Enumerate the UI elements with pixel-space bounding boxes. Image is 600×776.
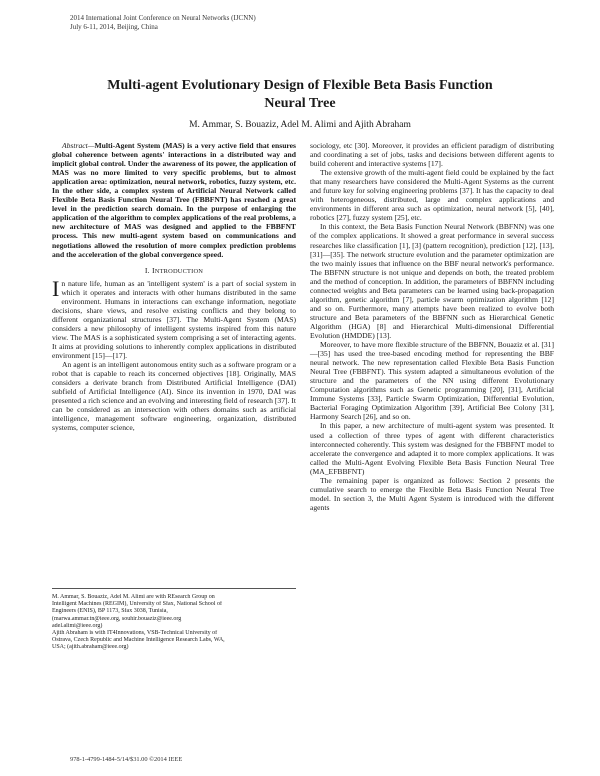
footnote-line: Ajith Abraham is with IT4Innovations, VSB-Technical University of (52, 630, 218, 637)
abstract-text: Multi-Agent System (MAS) is a very active field that ensures global coherence between agents' interactions in a distributed way and implicit global control. Under the awareness of its power, the application of MAS was no more limited to very specific problems, but to almost application area: optimization, neural network, robotics, fuzzy system, etc. In the other side, a complex system of Artificial Neural Network called Flexible Beta Basis Function Neural Tree (FBBFNT) has reached a great level in the prediction search domain. In the purpose of enlarging the application of the algorithm to complex applications of the real problems, a new architecture of MAS was designed and applied to the FBBFNT process. This new multi-agent system based on communications and negotiations allowed the resolution of more complex prediction problems and the acceleration of the global convergence speed. (52, 141, 296, 259)
conference-header (70, 14, 256, 32)
right-paragraph-1: The extensive growth of the multi-agent field could be explained by the fact that many researchers have considered the Multi-Agent Systems as the current and future key for solving engineering problems [37]. It has the capacity to deal with heterogeneous, distributed, large and complex applications and environments in different area such as optimization, neural network [5], [40], robotics [27], fuzzy system [25], etc. (310, 168, 554, 223)
conference-name: 2014 International Joint Conference on Neural Networks (IJCNN) (70, 14, 256, 22)
right-paragraph-4: In this paper, a new architecture of multi-agent system was presented. It used a collection of three types of agent with different characteristics interconnected coherently. This system was designed for the FBBFNT model to accelerate the convergence and adapted it to more complex applications. It was called the Multi-Agent Evolving Flexible Beta Basis Function Neural Tree (MA_EFBBFNT) (310, 421, 554, 476)
title-line-1: Multi-agent Evolutionary Design of Flexible Beta Basis Function (107, 78, 493, 93)
intro-text-1: n nature life, human as an 'intelligent system' is a part of social system in which it operates and interacts with other humans distributed in the same environment. Humans in interactions can exchange information, negotiate decisions, share views, and resolve existing conflicts and they belong to different organizational structures [37]. The Multi-Agent System (MAS) considers a new philosophy of intelligent systems inspired from this nature view. The MAS is a sophisticated system comprising a set of interacting agents. It aims at providing solutions to inherently complex applications in distributed environment [15]—[17]. (52, 278, 296, 361)
right-paragraph-5: The remaining paper is organized as follows: Section 2 presents the cumulative search to emerge the Flexible Beta Basis Function Neural Tree model. In section 3, the Multi Agent System is introduced with the different agents (310, 475, 554, 512)
section-title-rest: NTRODUCTION (154, 267, 204, 275)
abstract-lead: Abstract— (62, 141, 95, 150)
footnote-line: Intelligent Machines (REGIM), University of Sfax, National School of (52, 601, 222, 608)
section-heading-introduction (52, 266, 296, 276)
right-paragraph-0: sociology, etc [30]. Moreover, it provides an efficient paradigm of distributing and coordinating a set of jobs, tasks and decisions between different agents to build coherent and interactive systems [17]. (310, 141, 554, 169)
footnote-line: Ostrava, Czech Republic and Machine Intelligence Research Labs, WA, (52, 637, 225, 644)
footnote-line: USA; (ajith.abraham@ieee.org) (52, 644, 129, 651)
intro-paragraph-1 (52, 275, 296, 361)
right-column (310, 141, 554, 512)
intro-paragraph-2: An agent is an intelligent autonomous entity such as a software program or a robot that is capable to reach its concerned objectives [18]. Originally, MAS considers a derivate branch from Distributed Artificial Intelligence (DAI) subfield of Artificial Intelligence (AI). Since its invention in 1970, DAI was presented a rich science and an evolving and interesting field of research [37]. It can be considered as an intersection with others domains such as artificial intelligence, management software engineering, organization, distributed systems, computer science, (52, 360, 296, 433)
left-column (52, 141, 296, 432)
section-number: I. (144, 265, 150, 275)
authors: M. Ammar, S. Bouaziz, Adel M. Alimi and Ajith Abraham (189, 120, 411, 130)
paper-title (40, 77, 560, 113)
abstract (52, 141, 296, 259)
section-title-first: I (151, 265, 155, 275)
title-line-2: Neural Tree (264, 96, 336, 111)
right-paragraph-3: Moreover, to have more flexible structure of the BBFNN, Bouaziz et al. [31]—[35] has used the tree-based encoding method for representing the BBF neural network. The new representation called Flexible Beta Basis Function Neural Tree (FBBFNT). This system adapted a simultaneous evolution of the structure and the parameters of the NN using different Evolutionary Computation algorithms such as Genetic programming [20], [31], Artificial Immune Systems [33], Particle Swarm Optimization, Differential Evolution, Bacterial Foraging Optimization Algorithm [39], Artificial Bee Colony [31], Harmony Search [26], and so on. (310, 340, 554, 422)
footnote-line: M. Ammar, S. Bouaziz, Adel M. Alimi are with REsearch Group on (52, 594, 215, 600)
drop-cap: I (52, 275, 60, 301)
author-footnote (52, 588, 296, 652)
right-paragraph-2: In this context, the Beta Basis Function Neural Network (BBFNN) was one of the complex applications. It showed a great performance in several success researches like classification [1], [3] (pattern recognition), prediction [12], [13], [31]—[35]. The network structure evolution and the parameter optimization are the two mainly issues that influence on the BBF neural network's performance. The BBFNN structure is not unique and depends on both, the treated problem and the method of conception. In addition, the parameters of BBFNN including connected weights and Beta parameters can be learned using back-propagation algorithm, genetic algorithm [7], particle swarm optimization algorithm [12] and so on. Furthermore, many attempts have been realized to evolve both structure and Beta parameters of the BBFNN such as Hierarchical Genetic Algorithm (HGA) [8] and Hierarchical Multi-dimensional Differential Evolution (HMDDE) [13]. (310, 222, 554, 340)
copyright-notice: 978-1-4799-1484-5/14/$31.00 ©2014 IEEE (70, 756, 183, 763)
footnote-line: Engineers (ENIS), BP 1173, Sfax 3038, Tunisia, (52, 608, 168, 615)
footnote-line: (marwa.ammar.tn@ieee.org, souhir.bouaziz@ieee.org (52, 615, 182, 622)
footnote-line: adel.alimi@ieee.org) (52, 622, 103, 629)
conference-date: July 6-11, 2014, Beijing, China (70, 23, 158, 31)
